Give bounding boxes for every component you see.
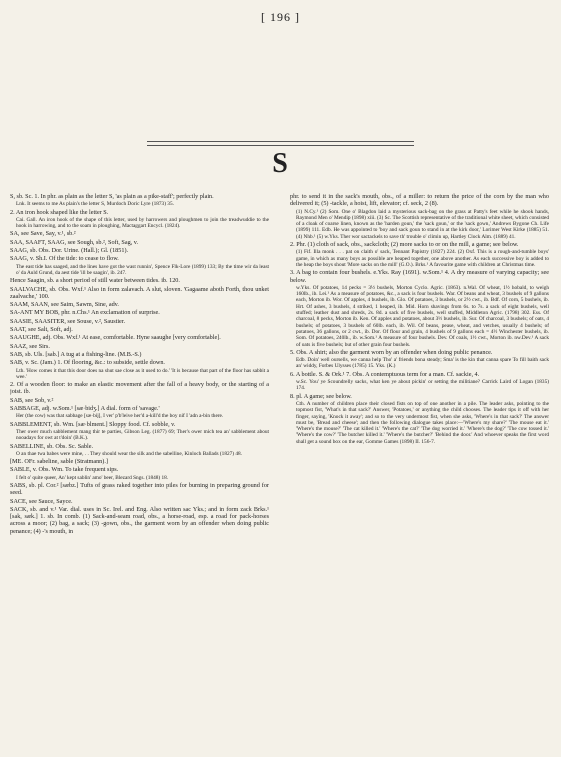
section-rule-bottom	[147, 145, 414, 146]
dictionary-entry: phr. to send it in the sack's mouth, obs., of a miller: to return the price of the corn by the man who delivered it; (5) -tackle, a hoist, lift, elevator; cf. seck, 2 (8).	[290, 193, 549, 208]
dictionary-entry: S, sb. Sc. 1. In phr. as plain as the letter S, 'as plain as a pike-staff'; perfectly plain.	[10, 193, 214, 200]
dictionary-entry: SAALVACHE, sb. Obs. Wxf.¹ Also in form zalavach. A slut, sloven. 'Gagaame aboth Forth, thou unket zaalvache,' 100.	[10, 285, 269, 300]
citation-quote: Edb. Doin' well oursells, we canna help Tho' a' friends bona steady; Sma' is the kin that canna spare To fill baith sack an' widdy, Forbes Ulysses (1785) 15. Yks. (K.)	[296, 357, 549, 370]
dictionary-entry: 3. A bag to contain four bushels. e.Yks. Ray (1691). w.Som.¹ 4. A dry measure of varying capacity; see below.	[290, 269, 549, 284]
dictionary-entry: Hence Saagin, sb. a short period of still water between tides. ib. 120.	[10, 277, 180, 285]
dictionary-entry: SAB, see Sob, v.²	[10, 396, 54, 404]
citation-quote: Cai. Gall. An iron hook of the shape of this letter, used by harrowers and ploughmen to join the treadwuddie to the hook in harrowing, and to the soam in ploughing, Mactaggart Encycl. (1824).	[16, 216, 269, 230]
dictionary-entry: SAAG, v. Sh.I. Of the tide: to cease to flow.	[10, 255, 119, 263]
citation-quote: I felt o' quite queer, An' kept sablin' amo' beer, Blezard Sngs. (1848) 18.	[16, 474, 169, 481]
dictionary-entry: SAAZ, see Sirs.	[10, 342, 50, 350]
citation-quote: Lth. 'How comes it that this door does na shut sae close as it used to do.' 'It is because that part of the floor has sabbit a wee.'	[16, 367, 269, 380]
citation-quote: O an thae twa babes were mine, . . They should wear the silk and the sabelline, Kinloch Ballads (1827) 48.	[16, 450, 242, 457]
dictionary-entry: 5. Obs. A shirt; also the garment worn by an offender when doing public penance.	[290, 348, 493, 356]
dictionary-entry: SAB, sb. Uls. [sab.] A tug at a fishing-line. (M.B.-S.)	[10, 350, 142, 358]
dictionary-entry: 2. Phr. (1) cloth of sack, obs., sackcloth; (2) more sacks to or on the mill, a game; see below.	[290, 241, 519, 249]
dictionary-entry: SAAT, see Salt, Soft, adj.	[10, 326, 73, 334]
dictionary-entry: SABELLINE, sb. Obs. Sc. Sable.	[10, 442, 94, 450]
dictionary-entry: SA, see Save, Say, v.¹, sb.²	[10, 230, 76, 238]
dictionary-entry: SAAG, sb. Obs. Dor. Urine. (Hall.); Gl. (1851).	[10, 247, 129, 255]
citation-quote: w.Yks. Of potatoes, 14 pecks = 3½ bushels, Morton Cyclo. Agric. (1863). n.Wal. Of wheat, 1½ hobald, to weigh 160lb., ib. Lei.¹ As a measure of potatoes, &c., a sack is four bushels. War. Of beans and wheat, 3 bushels of 9 gallons each, Morton ib. Wor. Of apples, 4 bushels, ib. Glo. Of potatoes, 3 bushels, or 2½ cwt., ib. Bdf. Of corn, 5 bushels, ib. Hrt. Of ashes, 3 bushels, 4 striked, 1 heaped, ib. Mid. Horn shavings from 6s. to 7s. a sack of eight bushels, well stuffed; leather dust and shreds, 2s. 8d. a sack of five bushels, well stuffed, Middleton Agric. (1798) 302. Ess. Of charcoal, 8 pecks, Morton ib. Ken. Of apples and potatoes, about 3½ bushels, ib. Sur. Of charcoal, 3 bushels; of oats, 4 bushels; of potatoes, 3 bushels of 60lb. each, ib. Wil. Of beans, pease, wheat, and vetches, usually 4 bushels; of potatoes, 36 gallons, or 2 cwt., ib. Dor. Of flour and grain, 4 bushels of 9 gallons each = 4½ Winchester bushels, ib. Som. Of potatoes, 240lb., ib. w.Som.¹ A measure of four bushels. Dev. Of coals, 1½ cwt., Morton ib. nw.Dev.¹ A sack of oats is five bushels; but of other grain four bushels.	[296, 284, 549, 348]
dictionary-entry: SA-ANT MY BOB, phr. n.Chs.¹ An exclamation of surprise.	[10, 309, 160, 317]
dictionary-entry: SABBLEMENT, sb. Wm. [sæ·blment.] Sloppy food. Cf. sobble, v.	[10, 420, 176, 428]
dictionary-entry: SAAM, SAAN, see Saim, Sawm, Sine, adv.	[10, 301, 119, 309]
dictionary-entry: SAASIE, SAASITER, see Souse, v.², Saustier.	[10, 317, 126, 325]
dictionary-entry: SACK, sb. and v.¹ Var. dial. uses in Sc. Irel. and Eng. Also written sac Yks.; and in form zack Brks.¹ [sak, sæk.] 1. sb. In comb. (1) Sack-and-seam road, obs., a horse-road, esp. a road for pack-horses across a moor; (2) bag, a sack; (3) -gown, obs., the garment worn by an offender when doing public penance; (4) -'s mouth, in	[10, 505, 269, 535]
citation-quote: Ther ower much sabblement mang thir te parties, Gibson Leg. (1877) 69; Ther's ower mich tea an' sabblement about nooadays for owt at t'doin' (B.K.).	[16, 428, 269, 442]
section-letter: S	[272, 148, 289, 179]
citation-quote: (1) Fif. Illa monk . . . pat on claith o' sack, Tennant Papistry (1827) 224. (2) Oxf. This is a rough-and-tumble boys' game, in which as many boys as possible are heaped together, one above another. As each successive boy is added to the heap the boys shout 'More sacks on the mill' (G.O.). Brks.¹ A favourite game with children at Christmas time.	[296, 249, 549, 268]
dictionary-entry: [ME. OFr. sabeline, sable (Stratmann).]	[10, 458, 108, 466]
citation-quote: w.Sc. You' ye Scoundrelly sacks, what ken ye about pickin' or setting the militiane? Carrick Laird of Logan (1835) 174.	[296, 379, 549, 392]
citation-quote: The east tide has saaged, and the lines have got the wast runnin', Spence Flk-Lore (1899) 133; By the time wir da least o' da Auld Grund, da aest tide 'ill be saagin', ib. 247.	[16, 263, 269, 276]
dictionary-entry: 6. A bottle. S. & Ork.¹ 7. Obs. A contemptuous term for a man. Cf. sackie, 4.	[290, 370, 480, 378]
dictionary-entry: SAAUGHE, adj. Obs. Wxf.¹ At ease, comfortable. Hyne saaughe [very comfortable].	[10, 334, 221, 342]
dictionary-entry: SABS, sb. pl. Cor.² [sæbz.] Tufts of grass raked together into piles for burning in preparing ground for seed.	[10, 481, 269, 497]
left-column	[10, 193, 269, 753]
citation-quote: Lnk. It seems to me As plain's the letter S, Murdoch Doric Lyre (1873) 35.	[16, 201, 174, 208]
citation-quote: Her (the cow) was that sabbage [sæ·bij], I ver' p'b'leive her'd a-kill'd the boy nif I 'adn a-bin there.	[16, 413, 224, 420]
page-number: [ 196 ]	[261, 10, 300, 24]
section-rule-top	[147, 141, 414, 142]
citation-quote: (1) N.Cy.¹ (2) Som. One o' Blagdon laid a mysterious sack-bag on the grass at Patty's feet while he shook hands, Raymond Men o' Mendip (1898) xiii. (3) Sc. The Scottish representative of the traditional white sheet, which consisted of a cloak of coarse linen, known as the 'harden goun,' the 'sack goun,' or the 'sack gown,' Andrews Bygone Ch. Life (1899) 111. Edb. He was appointed to 'boy and sack goun to stand in at the kirk door,' Lorimer West Kirke (1885) 51. (4) Nhb.¹ (5) w.Yks. Ther wor sactackels to save th' trouble o' climin up, Hartley Clock Alm. (1889) 41.	[296, 208, 549, 240]
dictionary-entry: SAB, v. Sc. (Jam.) 1. Of flooring, &c.: to subside, settle down.	[10, 359, 165, 367]
dictionary-entry: SACE, see Sauce, Sayce.	[10, 497, 73, 505]
citation-quote: Cth. A number of children place their closed fists on top of one another in a pile. The leader asks, pointing to the topmost fist, 'What's in that sack?' Answer, 'Potatoes,' or anything the child chooses. The leader tips it off with her finger, saying, 'Knock it away'; and so to the very undermost fist, when she asks, 'Where's in that sack?' The answer must be, 'Bread and cheese'; and then the following dialogue takes place:—'Where's my share?' 'The mouse eat it.' 'Where's the mouse?' 'The cat killed it.' 'Where's the cat?' 'The dog worried it.' 'Where's the dog?' 'The cow tossed it.' 'Where's the cow?' 'The butcher killed it.' 'Where's the butcher?' 'Behind the door.' And whoever speaks the first word shall get a sound box on the ear, Gomme Games (1898) II. 156-7.	[296, 400, 549, 445]
dictionary-entry: 2. Of a wooden floor: to make an elastic movement after the fall of a heavy body, or the starting of a joist. ib.	[10, 381, 269, 396]
dictionary-entry: 2. An iron hook shaped like the letter S.	[10, 208, 109, 216]
dictionary-entry: 8. pl. A game; see below.	[290, 392, 352, 400]
dictionary-entry: SAA, SAAFT, SAAG, see Sough, sb.², Soft, Sag, v.	[10, 238, 139, 246]
right-column	[290, 193, 549, 753]
dictionary-entry: SABLE, v. Obs. Wm. To take frequent sips.	[10, 466, 119, 474]
dictionary-entry: SABBAGE, adj. w.Som.¹ [sæ·bidʒ.] A dial. form of 'savage.'	[10, 405, 160, 413]
